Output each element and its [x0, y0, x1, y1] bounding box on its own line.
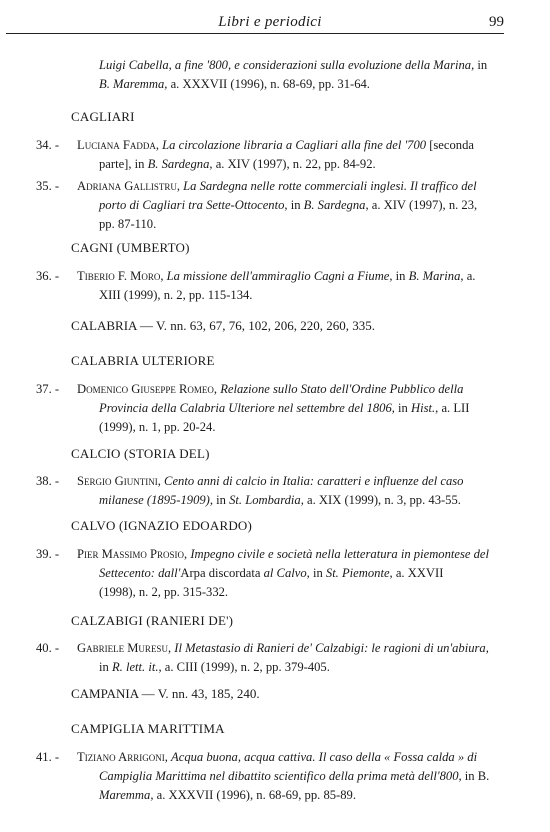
entry-author: Tiziano Arrigoni, — [77, 750, 168, 764]
entry-title: Cento anni di calcio in Italia: caratteri e influenze del caso — [164, 474, 464, 488]
entry-author: Tiberio F. Moro, — [77, 269, 164, 283]
entry-title: Acqua buona, acqua cattiva. Il caso della « Fossa calda » di — [171, 750, 478, 764]
entry-journal: Maremma — [99, 788, 151, 802]
entry-title: La missione dell'ammiraglio Cagni a Fiume — [166, 269, 390, 283]
entry-number: 40. - — [36, 641, 60, 655]
entry-title: La circolazione libraria a Cagliari alla fine del '700 — [162, 138, 427, 152]
page-number: 99 — [489, 14, 504, 30]
book-page: Libri e periodici 99 Luigi Cabella, a fine '800, e considerazioni sulla evoluzione della Marina, in B. Maremma, a. XXXVII (1996), n. 68-69, pp. 31-64. CAGLIARI 34. - Luciana Fadda, La circolazione libraria a Cagliari alla fine del '700 [seconda parte], in B. Sardegna, a. XIV (1997), n. 22, pp. 84-92. 35. - Adriana Gallistru, La Sardegna nelle rotte commerciali inglesi. Il traffico del porto di Cagliari tra Sette-Ottocento, in B. Sardegna, a. XIV (1997), n. 23, pp. 87-110. CAGNI (UMBERTO) 36. - Tiberio F. Moro, La missione dell'ammiraglio Cagni a Fiume, in B. Marina, a. XIII (1999), n. 2, pp. 115-134. CALABRIA — V. nn. 63, 67, 76, 102, 206, 220, 260, 335. CALABRIA ULTERIORE 37. - Domenico Giuseppe Romeo, Relazione sullo Stato dell'Ordine Pubblico della Provincia della Calabria Ulteriore nel settembre del 1806, in Hist., a. LII (1999), n. 1, pp. 20-24. CALCIO (STORIA DEL) 38. - Sergio Giuntini, Cento anni di calcio in Italia: caratteri e influenze del caso milanese (1895-1909), in St. Lombardia, a. XIX (1999), n. 3, pp. 43-55. CALVO (IGNAZIO EDOARDO) 39. - Pier Massimo Prosio, Impegno civile e società nella letteratura in piemontese del Settecento: dall'Arpa discordata al Calvo, in St. Piemonte, a. XXVII (1998), n. 2, pp. 315-332. CALZABIGI (RANIERI DE') 40. - Gabriele Muresu, Il Metastasio di Ranieri de' Calzabigi: le ragioni di un'abiura, in R. lett. it., a. CIII (1999), n. 2, pp. 379-405. CAMPANIA — V. nn. 43, 185, 240. CAMPIGLIA MARITTIMA 41. - Tiziano Arrigoni, Acqua buona, acqua cattiva. Il caso della « Fossa calda » di Campiglia Marittima nel dibattito scientifico della prima metà dell'800, in B. Maremma, a. XXXVII (1996), n. 68-69, pp. 85-89. — [0, 0, 550, 832]
entry-number: 34. - — [36, 138, 60, 152]
entry-number: 38. - — [36, 474, 60, 488]
section-heading-calabria-ulteriore: CALABRIA ULTERIORE — [71, 353, 215, 368]
section-heading-campiglia: CAMPIGLIA MARITTIMA — [71, 721, 225, 736]
running-head — [36, 14, 504, 34]
entry-journal: St. Lombardia — [229, 493, 301, 507]
entry-author: Pier Massimo Prosio, — [77, 547, 188, 561]
entry-author: Gabriele Muresu, — [77, 641, 172, 655]
entry-author: Luciana Fadda, — [77, 138, 159, 152]
entry-number: 37. - — [36, 382, 60, 396]
entry-journal: B. Marina — [408, 269, 461, 283]
entry-author: Sergio Giuntini, — [77, 474, 161, 488]
entry-journal: St. Piemonte — [325, 566, 390, 580]
section-heading-cagliari: CAGLIARI — [71, 109, 135, 124]
entry-number: 35. - — [36, 179, 60, 193]
entry-journal: R. lett. it. — [111, 660, 159, 674]
entry-title: Impegno civile e società nella letteratura in piemontese del — [190, 547, 489, 561]
entry-title: Il Metastasio di Ranieri de' Calzabigi: le ragioni di un'abiura, — [174, 641, 489, 655]
header-rule — [6, 33, 504, 34]
section-heading-calcio: CALCIO (STORIA DEL) — [71, 446, 210, 461]
entry-title: La Sardegna nelle rotte commerciali inglesi. Il traffico del — [183, 179, 477, 193]
entry-continuation: Luigi Cabella, a fine '800, e considerazioni sulla evoluzione della Marina, in B. Maremma, a. XXXVII (1996), n. 68-69, pp. 31-64. — [99, 58, 488, 91]
continuation-title: Luigi Cabella, a fine '800, e considerazioni sulla evoluzione della Marina, — [99, 58, 475, 72]
entry-number: 41. - — [36, 750, 60, 764]
entry-title: Relazione sullo Stato dell'Ordine Pubblico della — [220, 382, 464, 396]
entry-number: 36. - — [36, 269, 60, 283]
entry-author: Domenico Giuseppe Romeo, — [77, 382, 218, 396]
cross-reference-calabria: CALABRIA — V. nn. 63, 67, 76, 102, 206, 220, 260, 335. — [71, 318, 375, 333]
section-heading-calvo: CALVO (IGNAZIO EDOARDO) — [71, 518, 253, 533]
entry-journal: B. Sardegna — [303, 198, 366, 212]
section-heading-calzabigi: CALZABIGI (RANIERI DE') — [71, 613, 234, 628]
entry-journal: B. Sardegna — [147, 157, 210, 171]
entry-journal: Hist. — [411, 401, 436, 415]
cross-reference-campania: CAMPANIA — V. nn. 43, 185, 240. — [71, 686, 260, 701]
section-heading-cagni: CAGNI (UMBERTO) — [71, 240, 190, 255]
entry-number: 39. - — [36, 547, 60, 561]
continuation-journal: B. Maremma — [99, 77, 165, 91]
running-title: Libri e periodici — [218, 14, 322, 30]
entry-author: Adriana Gallistru, — [77, 179, 180, 193]
